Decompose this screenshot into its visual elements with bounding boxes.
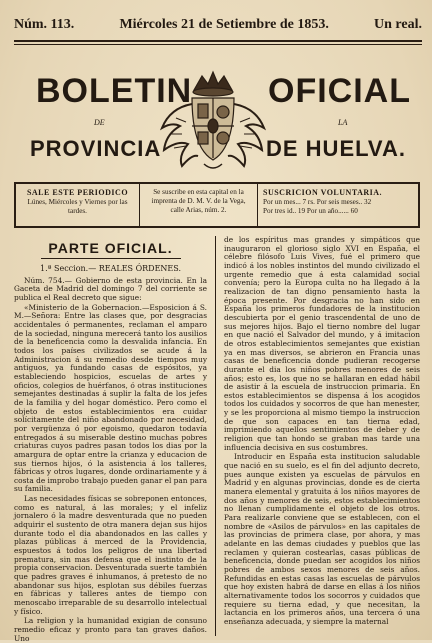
schedule-heading: SALE ESTE PERIODICO	[26, 188, 129, 197]
royal-coat-of-arms-icon	[152, 68, 274, 176]
paragraph: Las necesidades físicas se sobreponen entonces, como es natural, á las morales; y el infeliz jornalero ó la madre desventurada que no pueden adquirir el sustento de otra manera dejan sus hijos durante todo el dia abandonados en las calles y plazas públicas á merced de la Providencia, espuestos á todos los peligros de una libertad prematura, sin mas defensa que el instinto de la propia conservacion. Desventurada suerte también que padres graves é inhumanos, á pretesto de no abandonar sus hijos, esplotan sus débiles fuerzas en fábricas y talleres antes de tiempo con menoscabo irreparable de su desarrollo intelectual y físico.	[14, 494, 207, 616]
title-provincia: PROVINCIA	[30, 136, 162, 161]
article-columns	[14, 235, 420, 643]
column-divider	[215, 236, 216, 636]
paragraph: La religion y la humanidad exigian de consuno remedio eficaz y pronto para tan graves daños. Uno	[14, 616, 207, 643]
word-de: DE	[94, 118, 105, 127]
publication-schedule	[16, 184, 140, 226]
left-column	[14, 236, 212, 643]
subscription-heading: SUSCRICION VOLUNTARIA.	[263, 188, 383, 197]
right-column	[219, 236, 420, 636]
masthead-rule-thin	[14, 44, 422, 45]
section-rule	[41, 258, 181, 259]
issue-price: Un real.	[374, 17, 422, 32]
subscription-location	[140, 184, 258, 226]
subscription-info-box	[14, 182, 420, 228]
masthead-rule	[14, 40, 422, 42]
subscription-prices	[258, 184, 418, 226]
title-boletin: BOLETIN	[36, 72, 193, 110]
subsection-title: 1.ª Seccion.— REALES ÓRDENES.	[40, 264, 181, 274]
subscription-location-text: Se suscribe en esta capital en la imprenta de D. M. V. de la Vega, calle Arias, núm. 2.	[151, 188, 246, 214]
paragraph: Núm. 754.— Gobierno de esta provincia. En la Gaceta de Madrid del domingo 7 del corriente se publica el Real decreto que sigue:	[14, 275, 207, 303]
paragraph: «Ministerio de la Gobernacion.—Esposicion á S. M.—Señora: Entre las clases que, por desgracias accidentales ó permanentes, reclaman el amparo de la sociedad, ninguna merecerá tanto los ausilios de la beneficencia como la desvalida infancia. En todos los países civilizados se acude á la Administracion á su remedio desde tiempos muy antiguos, ya fundando casas de espósitos, ya estableciendo hospicios, escuelas de artes y oficios, colegios de huérfanos, ó otras instituciones semejantes destinadas á suplir la falta de los jefes de la familia y del hogar doméstico. Pero como el objeto de estos establecimientos era cuidar solícitamente del niño abandonado por necesidad, por vergüenza ó por egoismo, quedaron todavía entregados á su miserable destino muchas pobres criaturas cuyos padres pasan todos los dias por la amargura de optar entre la crianza y educacion de sus tiernos hijos, ó la asistencia á los talleres, fábricas y otros lugares, donde ordinariamente y á costa de improbo trabajo pueden ganar el pan para su familia.	[14, 302, 207, 494]
section-title: PARTE OFICIAL.	[48, 240, 173, 256]
issue-number: Núm. 113.	[14, 17, 75, 32]
title-de-huelva: DE HUELVA.	[266, 136, 406, 161]
word-la: LA	[338, 118, 348, 127]
masthead-top-line	[14, 14, 422, 36]
paragraph: de los espíritus mas grandes y simpáticos que inauguraron el glorioso siglo XVI en España, el célebre filósofo Luis Vives, fué el primero que indicó á los nobles instintos del mundo civilizado el urgente remedio que á esta calamidad social convenía; pero la Europa culta no ha llegado á la realizacion de tan digno pensamiento hasta la época presente. Por desgracia no han sido en España los primeros fundadores de la institucion descubierta por el genio trascendental de uno de sus mejores hijos. Bajo el tierno nombre del lugar en que nació el Salvador del mundo, y á imitacion de otros establecimientos semejantes que existian ya en mas diversos, se abrieron en Francia unas casas de beneficencia donde pudieran recogerse durante el dia los niños pobres menores de seis años; esto es, los que no se hallaran en edad hábil de asistir á la escuela de instruccion primaria. En estos establecimientos se dispensa á los acogidos todos los cuidados y socorros de que han menester, y se les proporciona al mismo tiempo la instruccion de que son capaces en tan tierna edad, imprimiendo aquellos sentimientos de deber y de religion que tan hondo se graban mas tarde una influencia decisiva en sus costumbres.	[224, 235, 420, 452]
price-line-2: Por tres id.. 19 Por un año...... 60	[263, 207, 358, 215]
paragraph: Introducir en España esta institucion saludable que nació en su suelo, es el fin del adjunto decreto, pues aunque existen ya escuelas de párvulos en Madrid y en algunas provincias, donde es de cierta manera elemental y gratuita á los niños mayores de dos años y menores de seis, estos establecimientos no llenan cumplidamente el objeto de los otros. Para realizarle conviene que se establecen, con el nombre de «Asilos de párvulos» en las capitales de las provincias de primera clase, por ahora, y mas adelante en las demas ciudades y pueblos que las reclamen y quieran costearlas, casas públicas de beneficencia, donde puedan ser acogidos los niños pobres de ambos sexos menores de seis años. Refundidas en estas casas las escuelas de párvulos que hoy existen habrá de darse en ellas á los niños alternativamente todos los socorros y cuidados que requiere su tierna edad, y que necesitan, la lactancia en los primeros años, una tercera ó una enseñanza adecuada, y siempre la maternal	[224, 452, 420, 626]
price-line-1: Por un mes... 7 rs. Por seis meses.. 32	[263, 198, 372, 206]
title-oficial: OFICIAL	[268, 72, 411, 110]
issue-date: Miércoles 21 de Setiembre de 1853.	[119, 17, 329, 32]
schedule-text: Lúnes, Miércoles y Viernes por las tardes.	[27, 198, 128, 215]
